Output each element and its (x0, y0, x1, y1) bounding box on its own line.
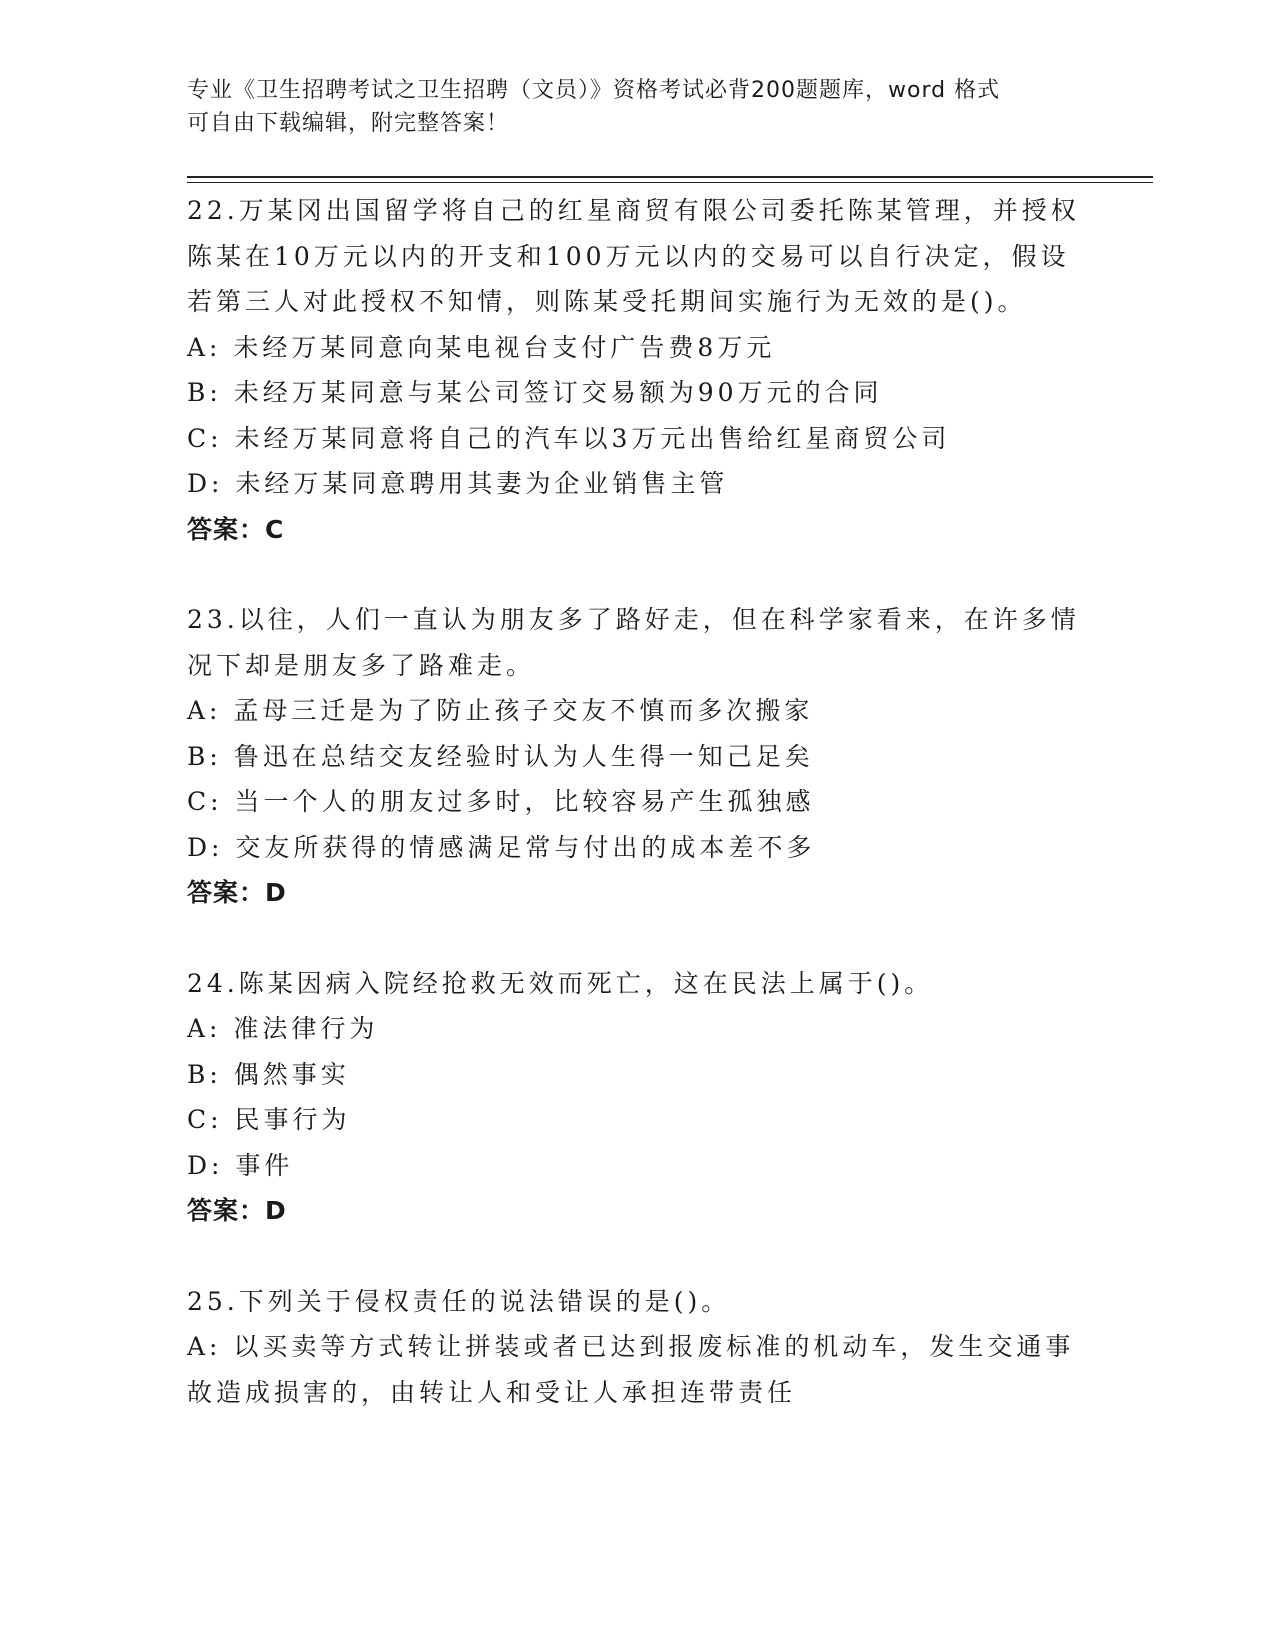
option-d: D: 交友所获得的情感满足常与付出的成本差不多 (187, 832, 816, 862)
option-b: B: 鲁迅在总结交友经验时认为人生得一知己足矣 (187, 741, 814, 771)
spacer (187, 916, 1087, 961)
question-22 (187, 188, 1087, 552)
option-a: A: 孟母三迁是为了防止孩子交友不慎而多次搬家 (187, 696, 814, 725)
question-25 (187, 1279, 1087, 1416)
question-text-line: 24.陈某因病入院经抢救无效而死亡，这在民法上属于()。 (187, 968, 934, 998)
option-b: B: 偶然事实 (187, 1059, 350, 1089)
question-list (187, 188, 1087, 1415)
question-24 (187, 961, 1087, 1234)
question-text-line: 22.万某冈出国留学将自己的红星商贸有限公司委托陈某管理，并授权 (187, 196, 1080, 225)
option-a: A: 准法律行为 (187, 1014, 379, 1043)
header-line-2: 可自由下载编辑，附完整答案！ (187, 111, 510, 136)
option-d: D: 事件 (187, 1150, 294, 1180)
question-text-line: 况下却是朋友多了路难走。 (187, 650, 536, 680)
option-a: A: 未经万某同意向某电视台支付广告费8万元 (187, 332, 776, 362)
header-line-1: 专业《卫生招聘考试之卫生招聘（文员）》资格考试必背200题题库，word 格式 (187, 78, 1001, 103)
question-text-line: 23.以往，人们一直认为朋友多了路好走，但在科学家看来，在许多情 (187, 605, 1080, 634)
spacer (187, 1234, 1087, 1279)
option-b: B: 未经万某同意与某公司签订交易额为90万元的合同 (187, 378, 883, 407)
option-c: C: 民事行为 (187, 1105, 351, 1134)
question-23 (187, 597, 1087, 916)
option-c: C: 当一个人的朋友过多时，比较容易产生孤独感 (187, 787, 815, 816)
option-d: D: 未经万某同意聘用其妻为企业销售主管 (187, 469, 729, 498)
document-header (187, 74, 1067, 140)
option-a: A: 以买卖等方式转让拼装或者已达到报废标准的机动车，发生交通事 (187, 1332, 1075, 1361)
spacer (187, 552, 1087, 597)
answer-label: 答案：D (187, 1196, 287, 1225)
question-text-line: 陈某在10万元以内的开支和100万元以内的交易可以自行决定，假设 (187, 241, 1070, 271)
answer-label: 答案：C (187, 514, 285, 544)
question-text-line: 若第三人对此授权不知情，则陈某受托期间实施行为无效的是()。 (187, 287, 1027, 316)
option-c: C: 未经万某同意将自己的汽车以3万元出售给红星商贸公司 (187, 423, 951, 453)
header-divider-thin (187, 182, 1153, 183)
option-a-continued: 故造成损害的，由转让人和受让人承担连带责任 (187, 1377, 797, 1407)
answer-label: 答案：D (187, 878, 287, 907)
header-divider-thick (187, 176, 1153, 178)
question-text-line: 25.下列关于侵权责任的说法错误的是()。 (187, 1286, 731, 1316)
